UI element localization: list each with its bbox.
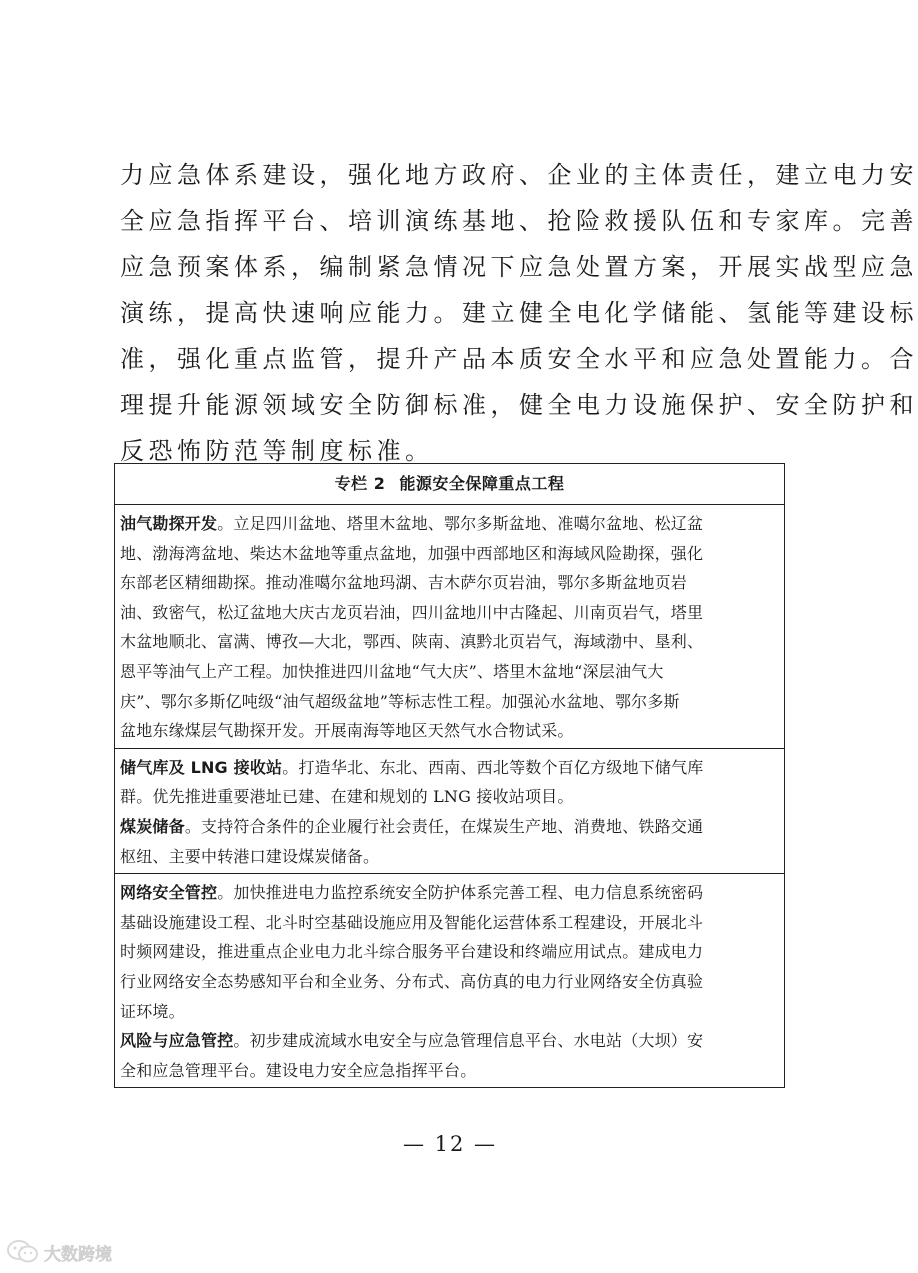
intro-line: 应急预案体系，编制紧急情况下应急处置方案，开展实战型应急	[120, 253, 918, 281]
line-text: 恩平等油气上产工程。加快推进四川盆地“气大庆”、塔里木盆地“深层油气大	[120, 661, 664, 681]
box-line	[120, 598, 780, 628]
box-line	[120, 908, 780, 938]
box-paragraph	[120, 1026, 780, 1085]
line-text: 基础设施建设工程、北斗时空基础设施应用及智能化运营体系工程建设，开展北斗	[120, 912, 704, 932]
box-section	[115, 505, 784, 749]
box-line	[120, 509, 780, 539]
paragraph-heading: 风险与应急管控	[120, 1031, 234, 1051]
box-line	[120, 568, 780, 598]
paragraph-heading: 网络安全管控	[120, 883, 218, 903]
watermark-text: 大数跨境	[44, 1244, 112, 1265]
line-text: 盆地东缘煤层气勘探开发。开展南海等地区天然气水合物试采。	[120, 721, 574, 741]
line-text: 。打造华北、东北、西南、西北等数个百亿方级地下储气库	[282, 757, 704, 777]
line-text: 行业网络安全态势感知平台和全业务、分布式、高仿真的电力行业网络安全仿真验	[120, 971, 704, 991]
box-line	[120, 657, 780, 687]
line-text: 。支持符合条件的企业履行社会责任，在煤炭生产地、消费地、铁路交通	[184, 816, 704, 836]
box-title-text: 能源安全保障重点工程	[399, 474, 565, 493]
intro-text	[120, 152, 918, 474]
line-text: 地、渤海湾盆地、柴达木盆地等重点盆地，加强中西部地区和海域风险勘探，强化	[120, 543, 704, 563]
line-text: 。立足四川盆地、塔里木盆地、鄂尔多斯盆地、准噶尔盆地、松辽盆	[217, 514, 704, 533]
paragraph-heading: 油气勘探开发	[120, 514, 218, 533]
box-paragraph	[120, 753, 780, 812]
box-line	[120, 539, 780, 569]
box-line	[120, 1056, 780, 1086]
line-text: 庆”、鄂尔多斯亿吨级“油气超级盆地”等标志性工程。加强沁水盆地、鄂尔多斯	[120, 691, 680, 711]
box-paragraph	[120, 878, 780, 1026]
line-text: 。初步建成流域水电安全与应急管理信息平台、水电站（大坝）安	[233, 1031, 704, 1051]
intro-line: 力应急体系建设，强化地方政府、企业的主体责任，建立电力安	[120, 161, 918, 189]
box-line	[120, 812, 780, 842]
intro-line: 准，强化重点监管，提升产品本质安全水平和应急处置能力。合	[120, 345, 918, 373]
line-text: 全和应急管理平台。建设电力安全应急指挥平台。	[120, 1060, 477, 1080]
box-line	[120, 842, 780, 872]
watermark	[6, 1239, 112, 1265]
box-section	[115, 874, 784, 1087]
line-text: 群。优先推进重要港址已建、在建和规划的 LNG 接收站项目。	[120, 787, 574, 807]
box-line	[120, 937, 780, 967]
special-column-box	[114, 463, 785, 1088]
box-line	[120, 687, 780, 717]
line-text: 时频网建设，推进重点企业电力北斗综合服务平台建设和终端应用试点。建成电力	[120, 942, 704, 962]
box-line	[120, 627, 780, 657]
intro-line: 反恐怖防范等制度标准。	[120, 437, 434, 465]
line-text: 证环境。	[120, 1001, 185, 1021]
box-line	[120, 782, 780, 812]
box-line	[120, 1026, 780, 1056]
box-paragraph	[120, 509, 780, 746]
line-text: 枢纽、主要中转港口建设煤炭储备。	[120, 846, 380, 866]
box-line	[120, 753, 780, 783]
intro-line: 全应急指挥平台、培训演练基地、抢险救援队伍和专家库。完善	[120, 207, 918, 235]
line-text: 。加快推进电力监控系统安全防护体系完善工程、电力信息系统密码	[217, 883, 704, 903]
page-number: — 12 —	[402, 1132, 498, 1156]
paragraph-heading: 煤炭储备	[120, 816, 185, 836]
box-title	[115, 464, 784, 505]
box-line	[120, 967, 780, 997]
intro-line: 演练，提高快速响应能力。建立健全电化学储能、氢能等建设标	[120, 299, 918, 327]
line-text: 木盆地顺北、富满、博孜—大北，鄂西、陕南、滇黔北页岩气，海域渤中、垦利、	[120, 632, 704, 652]
box-line	[120, 716, 780, 746]
box-line	[120, 997, 780, 1027]
paragraph-heading: 储气库及 LNG 接收站	[120, 757, 283, 777]
wechat-logo-icon	[6, 1239, 40, 1265]
box-line	[120, 878, 780, 908]
box-paragraph	[120, 812, 780, 871]
box-section	[115, 749, 784, 874]
line-text: 油、致密气，松辽盆地大庆古龙页岩油，四川盆地川中古隆起、川南页岩气，塔里	[120, 602, 704, 622]
box-sections	[115, 505, 784, 1087]
line-text: 东部老区精细勘探。推动准噶尔盆地玛湖、吉木萨尔页岩油，鄂尔多斯盆地页岩	[120, 573, 688, 593]
intro-line: 理提升能源领域安全防御标准，健全电力设施保护、安全防护和	[120, 391, 918, 419]
box-title-number: 专栏 2	[334, 474, 386, 493]
